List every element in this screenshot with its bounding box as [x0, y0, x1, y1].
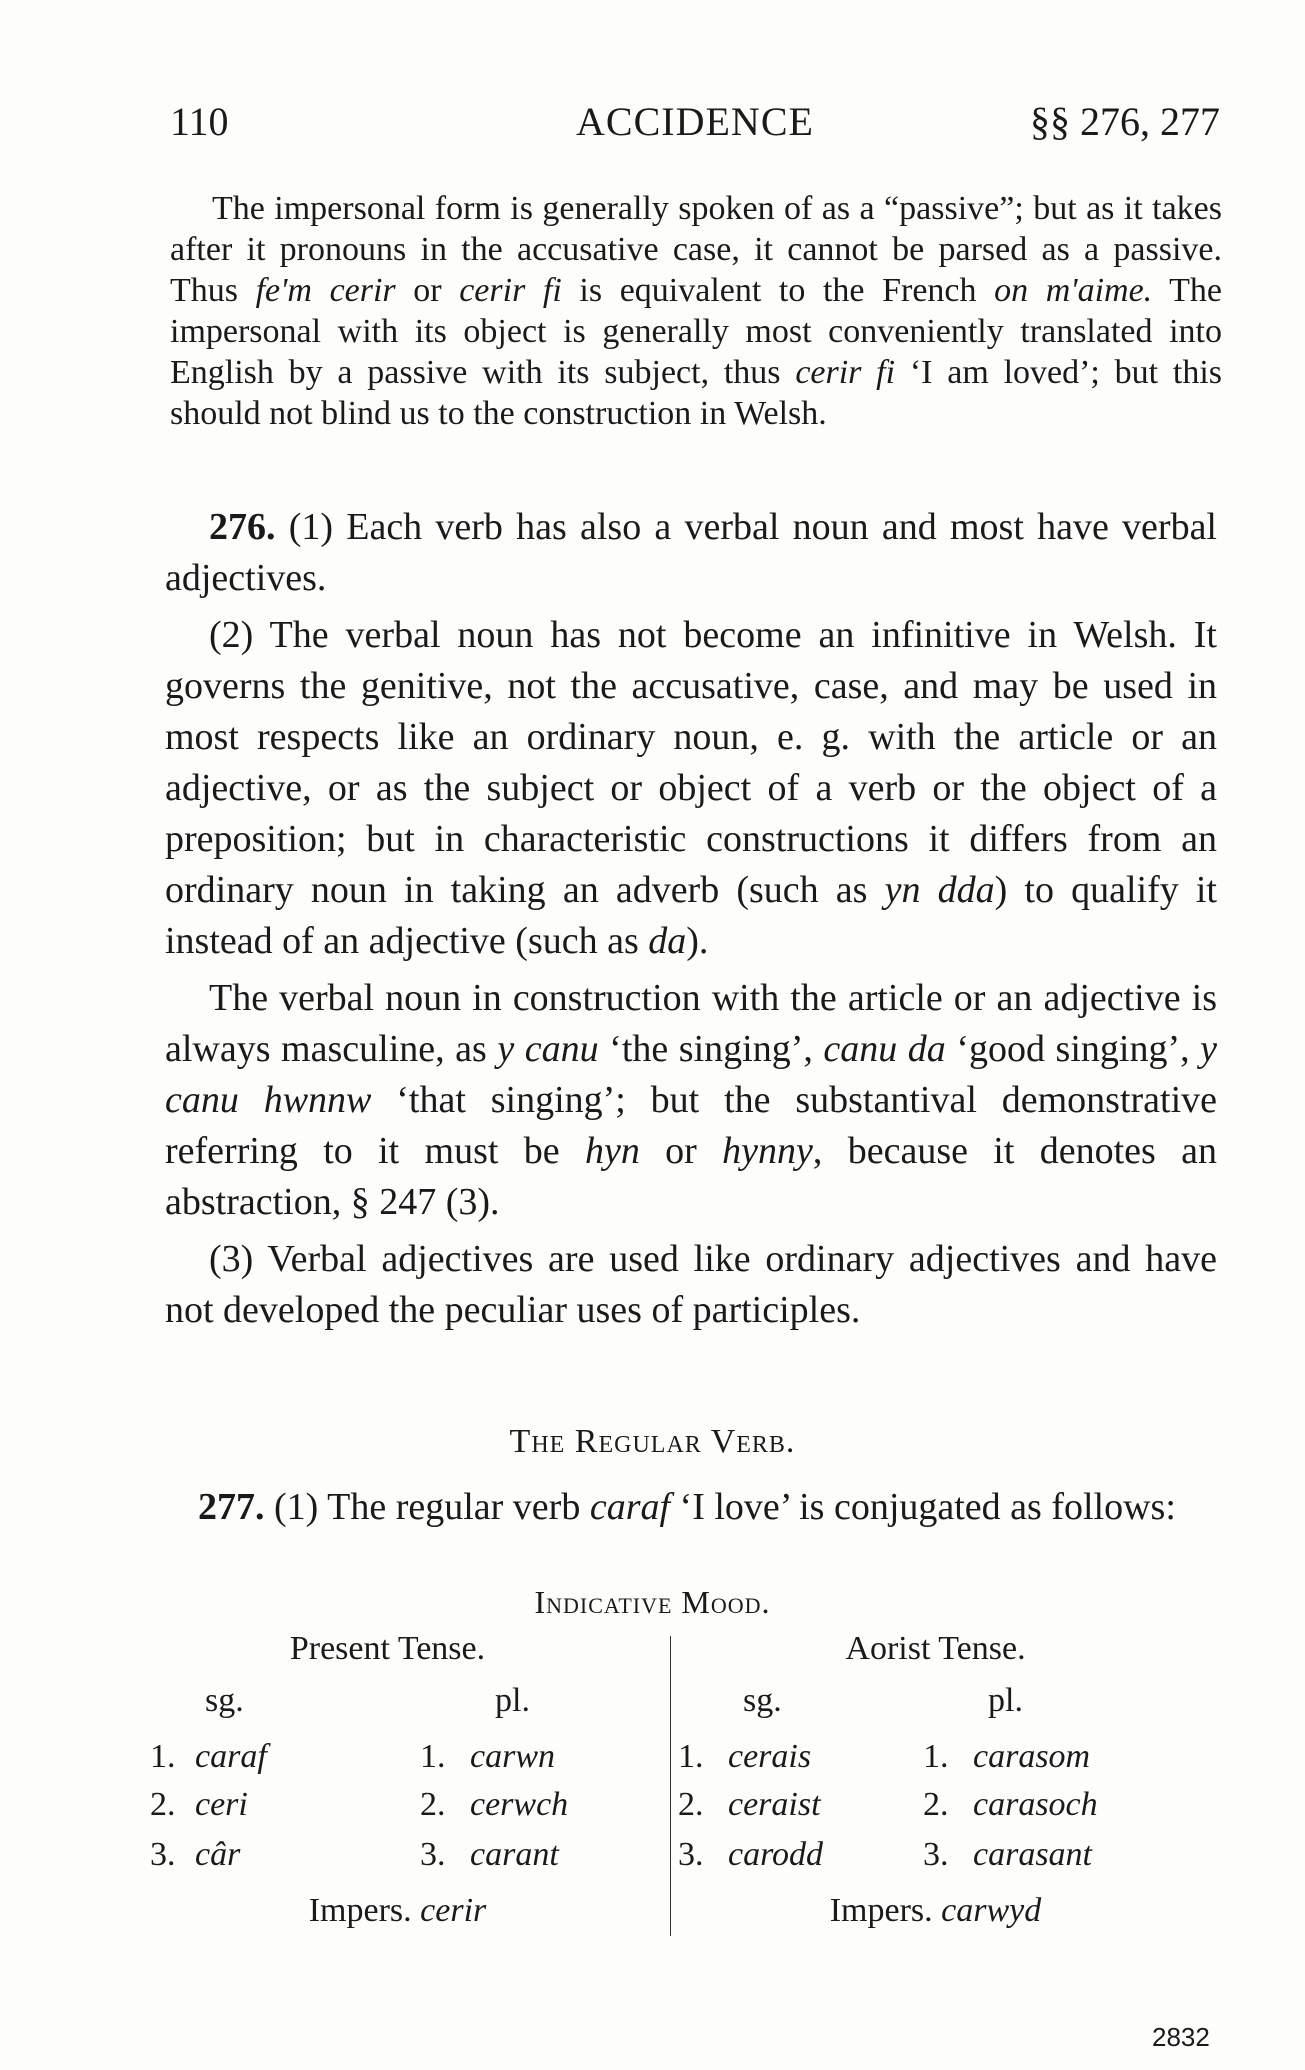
verb-form: carant — [470, 1836, 559, 1873]
mood-heading: Indicative Mood. — [534, 1584, 771, 1620]
aorist-tense-title: Aorist Tense. — [845, 1630, 1026, 1667]
scan-number: 2832 — [1152, 2022, 1210, 2052]
section-reference: §§ 276, 277 — [1030, 99, 1220, 144]
singular-label: sg. — [743, 1682, 782, 1719]
impersonal-form: Impers. cerir — [308, 1892, 487, 1929]
column-divider — [670, 1636, 671, 1936]
running-title: ACCIDENCE — [576, 99, 814, 144]
plural-label: pl. — [495, 1682, 530, 1719]
person-number: 2. — [923, 1786, 949, 1823]
person-number: 3. — [420, 1836, 446, 1873]
paragraph-276-2-continued: The verbal noun in construction with the article or an adjective is always masculine, as y canu ‘the singing’, canu da ‘good singing’, y canu hwnnw ‘that singing’; but the substantival demonstrative referring to it must be hyn or hynny, because it denotes an abstraction, § 247 (3). — [165, 977, 1218, 1223]
person-number: 3. — [923, 1836, 949, 1873]
person-number: 1. — [150, 1738, 176, 1775]
singular-label: sg. — [205, 1682, 244, 1719]
paragraph-276-1: 276. (1) Each verb has also a verbal noun and most have verbal adjectives. — [165, 506, 1217, 599]
person-number: 2. — [150, 1786, 176, 1823]
verb-form: cerwch — [470, 1786, 569, 1823]
verb-form: carodd — [728, 1836, 824, 1873]
person-number: 3. — [678, 1836, 704, 1873]
person-number: 2. — [420, 1786, 446, 1823]
verb-form: carwn — [470, 1738, 555, 1775]
person-number: 1. — [923, 1738, 949, 1775]
intro-paragraph: The impersonal form is generally spoken of as a “passive”; but as it takes after it pronouns in the accusative case, it cannot be parsed as a passive. Thus fe'm cerir or cerir fi is equivalent to the French on m'aime. The impersonal with its object is generally most conveniently translated into English by a passive with its subject, thus cerir fi ‘I am loved’; but this should not blind us to the construction in Welsh. — [170, 190, 1223, 432]
person-number: 1. — [420, 1738, 446, 1775]
section-277: 277. (1) The regular verb caraf ‘I love’ is conjugated as follows: — [198, 1486, 1176, 1528]
running-header — [170, 98, 1220, 148]
verb-form: carasant — [973, 1836, 1092, 1873]
verb-form: ceri — [195, 1786, 248, 1823]
paragraph-276-3: (3) Verbal adjectives are used like ordinary adjectives and have not developed the peculiar uses of participles. — [165, 1238, 1217, 1331]
aorist-tense-column — [678, 1630, 1193, 1950]
present-tense-column — [150, 1630, 665, 1950]
section-276 — [165, 502, 1217, 1336]
page-number: 110 — [170, 99, 229, 144]
person-number: 1. — [678, 1738, 704, 1775]
verb-form: câr — [195, 1836, 241, 1873]
section-heading: The Regular Verb. — [509, 1423, 796, 1460]
section-number-277: 277. — [198, 1486, 265, 1528]
verb-form: ceraist — [728, 1786, 821, 1823]
section-number-276: 276. — [209, 506, 276, 548]
paragraph-276-2: (2) The verbal noun has not become an infinitive in Welsh. It governs the genitive, not the accusative, case, and may be used in most respects like an ordinary noun, e. g. with the article or an adjective, or as the subject or object of a verb or the object of a preposition; but in characteristic constructions it differs from an ordinary noun in taking an adverb (such as yn dda) to qualify it instead of an adjective (such as da). — [165, 614, 1217, 962]
plural-label: pl. — [988, 1682, 1023, 1719]
present-tense-title: Present Tense. — [289, 1630, 486, 1667]
impersonal-form: Impers. carwyd — [829, 1892, 1042, 1929]
verb-form: carasoch — [973, 1786, 1098, 1823]
verb-form: carasom — [973, 1738, 1091, 1775]
verb-form: caraf — [195, 1738, 267, 1775]
verb-form: cerais — [728, 1738, 812, 1775]
person-number: 2. — [678, 1786, 704, 1823]
person-number: 3. — [150, 1836, 176, 1873]
conjugation-table — [150, 1630, 1200, 1950]
